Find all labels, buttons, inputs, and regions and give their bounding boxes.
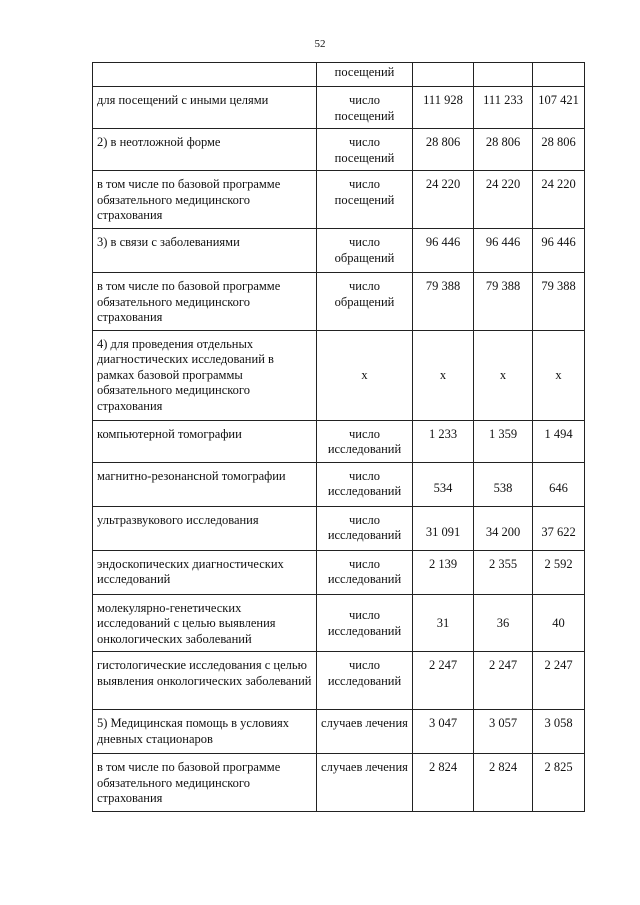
row-name-cell	[93, 63, 317, 87]
row-value-2-cell: 79 388	[474, 273, 533, 331]
row-value-1-cell: 24 220	[413, 171, 474, 229]
row-value-1-cell: х	[413, 330, 474, 420]
row-value-1-cell: 28 806	[413, 129, 474, 171]
row-value-2-cell: 36	[474, 594, 533, 652]
table-row	[93, 652, 585, 710]
table-row	[93, 754, 585, 812]
row-value-3-cell: 40	[533, 594, 585, 652]
row-value-3-cell: 2 247	[533, 652, 585, 710]
row-value-1-cell: 1 233	[413, 420, 474, 462]
row-unit-cell: число обращений	[317, 229, 413, 273]
row-value-3-cell: 24 220	[533, 171, 585, 229]
row-value-3-cell: 28 806	[533, 129, 585, 171]
table-row	[93, 420, 585, 462]
row-value-2-cell: х	[474, 330, 533, 420]
row-value-2-cell: 28 806	[474, 129, 533, 171]
row-name-cell: 2) в неотложной форме	[93, 129, 317, 171]
row-value-1-cell: 2 824	[413, 754, 474, 812]
row-value-3-cell: х	[533, 330, 585, 420]
row-value-3-cell: 37 622	[533, 506, 585, 550]
row-value-1-cell: 2 139	[413, 550, 474, 594]
row-value-2-cell: 34 200	[474, 506, 533, 550]
row-unit-cell: случаев лечения	[317, 754, 413, 812]
row-name-cell: в том числе по базовой программе обязательного медицинского страхования	[93, 171, 317, 229]
table-row	[93, 462, 585, 506]
table-row	[93, 330, 585, 420]
row-value-3-cell: 2 592	[533, 550, 585, 594]
row-name-cell: эндоскопических диагностических исследований	[93, 550, 317, 594]
row-value-1-cell: 2 247	[413, 652, 474, 710]
row-value-2-cell: 1 359	[474, 420, 533, 462]
table-row	[93, 273, 585, 331]
row-name-cell: 4) для проведения отдельных диагностических исследований в рамках базовой программы обязательного медицинского страхования	[93, 330, 317, 420]
row-value-2-cell: 2 247	[474, 652, 533, 710]
row-unit-cell: посещений	[317, 63, 413, 87]
row-value-1-cell: 31 091	[413, 506, 474, 550]
row-unit-cell: число посещений	[317, 171, 413, 229]
row-unit-cell: число посещений	[317, 129, 413, 171]
row-value-3-cell: 79 388	[533, 273, 585, 331]
row-name-cell: 5) Медицинская помощь в условиях дневных стационаров	[93, 710, 317, 754]
row-name-cell: компьютерной томографии	[93, 420, 317, 462]
row-value-3-cell: 646	[533, 462, 585, 506]
table-row	[93, 87, 585, 129]
row-value-1-cell: 111 928	[413, 87, 474, 129]
row-value-3-cell: 2 825	[533, 754, 585, 812]
row-name-cell: 3) в связи с заболеваниями	[93, 229, 317, 273]
table-row	[93, 129, 585, 171]
row-value-2-cell: 2 355	[474, 550, 533, 594]
row-value-2-cell	[474, 63, 533, 87]
row-value-3-cell: 96 446	[533, 229, 585, 273]
page-number: 52	[314, 38, 326, 50]
row-value-2-cell: 3 057	[474, 710, 533, 754]
row-name-cell: в том числе по базовой программе обязательного медицинского страхования	[93, 754, 317, 812]
row-unit-cell: число исследований	[317, 462, 413, 506]
row-value-2-cell: 24 220	[474, 171, 533, 229]
row-value-3-cell: 3 058	[533, 710, 585, 754]
row-value-1-cell: 79 388	[413, 273, 474, 331]
row-value-1-cell: 534	[413, 462, 474, 506]
table-row	[93, 171, 585, 229]
table-row	[93, 550, 585, 594]
row-value-2-cell: 96 446	[474, 229, 533, 273]
row-value-3-cell	[533, 63, 585, 87]
row-value-1-cell: 31	[413, 594, 474, 652]
row-unit-cell: число исследований	[317, 420, 413, 462]
row-name-cell: в том числе по базовой программе обязательного медицинского страхования	[93, 273, 317, 331]
row-unit-cell: х	[317, 330, 413, 420]
row-name-cell: магнитно-резонансной томографии	[93, 462, 317, 506]
table-row	[93, 63, 585, 87]
row-unit-cell: число исследований	[317, 594, 413, 652]
row-name-cell: ультразвукового исследования	[93, 506, 317, 550]
row-value-1-cell: 3 047	[413, 710, 474, 754]
table-row	[93, 506, 585, 550]
row-value-2-cell: 538	[474, 462, 533, 506]
table-row	[93, 594, 585, 652]
row-value-1-cell	[413, 63, 474, 87]
row-unit-cell: случаев лечения	[317, 710, 413, 754]
row-value-1-cell: 96 446	[413, 229, 474, 273]
row-value-2-cell: 2 824	[474, 754, 533, 812]
row-name-cell: молекулярно-генетических исследований с целью выявления онкологических заболеваний	[93, 594, 317, 652]
row-unit-cell: число обращений	[317, 273, 413, 331]
row-value-3-cell: 1 494	[533, 420, 585, 462]
row-unit-cell: число посещений	[317, 87, 413, 129]
row-name-cell: для посещений с иными целями	[93, 87, 317, 129]
row-value-2-cell: 111 233	[474, 87, 533, 129]
statistics-table	[92, 62, 585, 812]
table-body	[93, 63, 585, 812]
table-row	[93, 229, 585, 273]
row-value-3-cell: 107 421	[533, 87, 585, 129]
table-row	[93, 710, 585, 754]
row-unit-cell: число исследований	[317, 506, 413, 550]
row-unit-cell: число исследований	[317, 550, 413, 594]
row-name-cell: гистологические исследования с целью выявления онкологических заболеваний	[93, 652, 317, 710]
row-unit-cell: число исследований	[317, 652, 413, 710]
